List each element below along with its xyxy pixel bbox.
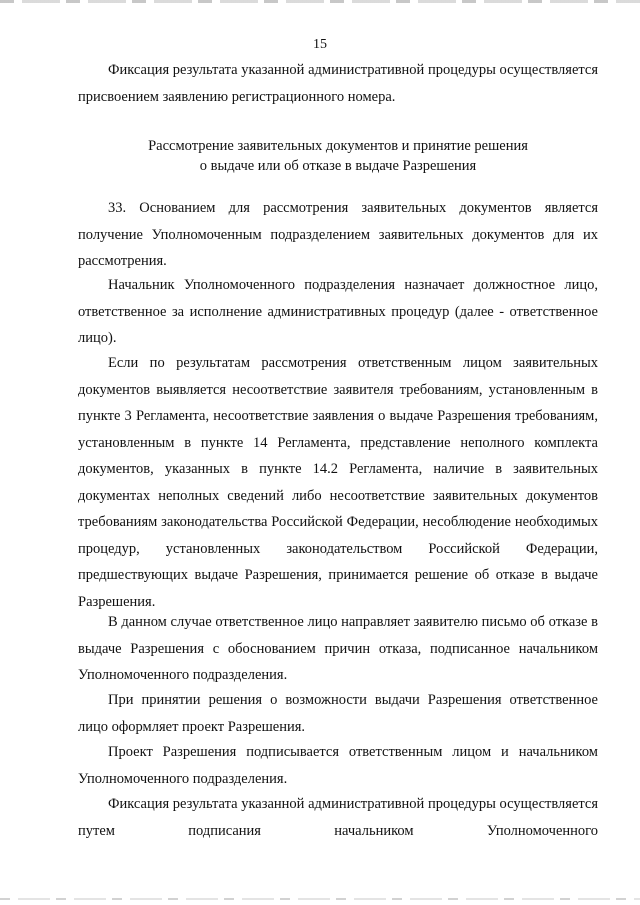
- scan-edge-top: [0, 0, 640, 3]
- paragraph-draft-preparation: При принятии решения о возможности выдачи Разрешения ответственное лицо оформляет проект Разрешения.: [78, 692, 598, 735]
- scan-edge-bottom: [0, 898, 640, 900]
- paragraph-chief-appoints: Начальник Уполномоченного подразделения назначает должностное лицо, ответственное за исполнение административных процедур (далее - ответственное лицо).: [78, 277, 598, 346]
- section-heading-line-1: Рассмотрение заявительных документов и принятие решения: [148, 138, 528, 154]
- paragraph-refusal-conditions: Если по результатам рассмотрения ответственным лицом заявительных документов выявляется несоответствие заявителя требованиям, установленным в пункте 3 Регламента, несоответствие заявления о выдаче Разрешения требованиям, установленным в пункте 14 Регламента, представление неполного комплекта документов, указанных в пункте 14.2 Регламента, наличие в заявительных документах неполных сведений либо несоответствие заявительных документов требованиям законодательства Российской Федерации, несоблюдение необходимых процедур, установленных законодательством Российской Федерации, предшествующих выдаче Разрешения, принимается решение об отказе в выдаче Разрешения.: [78, 355, 598, 610]
- paragraph-fixation-registration: Фиксация результата указанной административной процедуры осуществляется присвоением заявлению регистрационного номера.: [78, 62, 598, 105]
- paragraph-draft-signing: Проект Разрешения подписывается ответственным лицом и начальником Уполномоченного подразделения.: [78, 744, 598, 787]
- section-heading: [78, 136, 598, 176]
- page-number: 15: [313, 37, 327, 52]
- paragraph-refusal-letter: В данном случае ответственное лицо направляет заявителю письмо об отказе в выдаче Разрешения с обоснованием причин отказа, подписанное начальником Уполномоченного подразделения.: [78, 614, 598, 683]
- paragraph-fixation-signing: Фиксация результата указанной административной процедуры осуществляется путем подписания начальником Уполномоченного: [78, 796, 598, 839]
- paragraph-33-basis: 33. Основанием для рассмотрения заявительных документов является получение Уполномоченным подразделением заявительных документов для их рассмотрения.: [78, 200, 598, 269]
- section-heading-line-2: о выдаче или об отказе в выдаче Разрешения: [199, 158, 477, 174]
